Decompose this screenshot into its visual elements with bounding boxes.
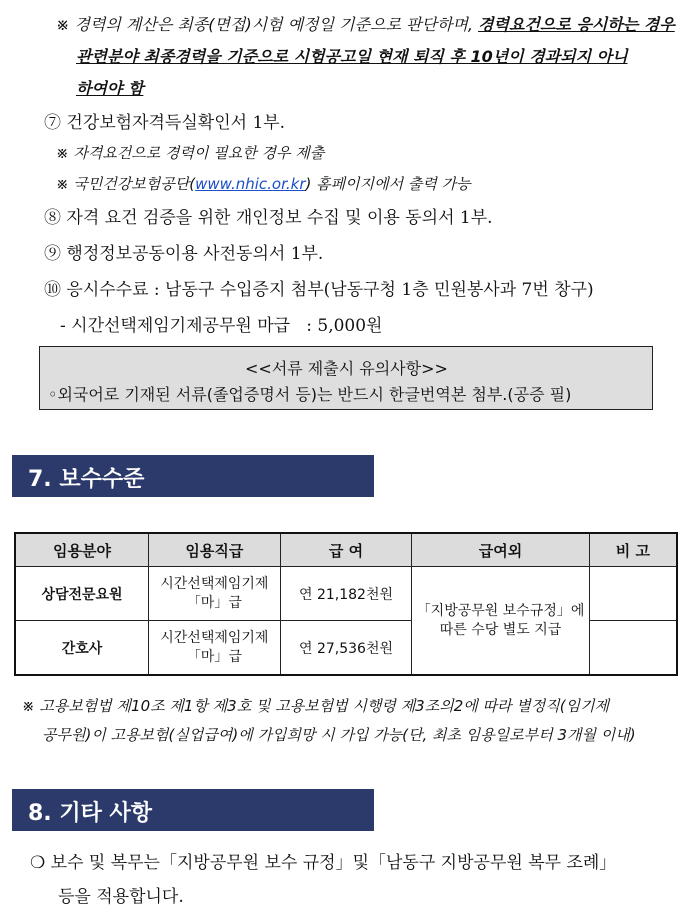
pay-table-header-row xyxy=(15,533,677,567)
insurance-note-line1: ※ 고용보험법 제10조 제1항 제3호 및 고용보험법 시행령 제3조의2에 따라 별정직(임기제 xyxy=(22,697,610,715)
header-extra: 급여외 xyxy=(412,533,589,567)
field-cell: 상담전문요원 xyxy=(15,567,149,621)
item-8: ⑧ 자격 요건 검증을 위한 개인정보 수집 및 이용 동의서 1부. xyxy=(44,208,493,228)
section-7-header xyxy=(12,455,374,497)
header-field: 임용분야 xyxy=(15,533,149,567)
insurance-note-line2: 공무원)이 고용보험(실업급여)에 가입희망 시 가입 가능(단, 최초 임용일로부터 3개월 이내) xyxy=(42,726,636,744)
extra-cell xyxy=(412,567,589,676)
header-salary: 급 여 xyxy=(280,533,412,567)
header-grade: 임용직급 xyxy=(149,533,281,567)
career-note-line3: 하여야 함 xyxy=(76,79,144,98)
career-note-emphasis: 경력요건으로 응시하는 경우 xyxy=(478,15,675,34)
grade-line-1: 시간선택제임기제 xyxy=(160,575,269,592)
extra-line-1: 「지방공무원 보수규정」에 xyxy=(416,602,585,619)
grade-cell xyxy=(149,567,281,621)
salary-cell: 연 21,182천원 xyxy=(280,567,412,621)
item-9: ⑨ 행정정보공동이용 사전동의서 1부. xyxy=(44,244,324,264)
grade-line-1: 시간선택제임기제 xyxy=(160,629,269,646)
extra-line-2: 따른 수당 별도 지급 xyxy=(439,621,562,638)
grade-cell xyxy=(149,621,281,676)
notice-title: <<서류 제출시 유의사항>> xyxy=(245,359,448,378)
item-7-note-2-prefix: ※ 국민건강보험공단( xyxy=(56,175,196,193)
item-7-note-2-suffix: ) 홈페이지에서 출력 가능 xyxy=(305,175,471,193)
other-line1: ❍ 보수 및 복무는「지방공무원 보수 규정」및「남동구 지방공무원 복무 조례」 xyxy=(30,853,617,873)
grade-line-2: 「마」급 xyxy=(186,594,242,611)
section-8-header xyxy=(12,789,374,831)
remark-cell xyxy=(589,567,677,621)
career-note-text: ※ 경력의 계산은 최종(면접)시험 예정일 기준으로 판단하며, xyxy=(56,15,479,34)
pay-table xyxy=(14,532,678,676)
item-7-note-1: ※ 자격요건으로 경력이 필요한 경우 제출 xyxy=(56,144,325,162)
section-7-title: 7. 보수수준 xyxy=(28,467,145,492)
item-7-note-2 xyxy=(56,173,471,194)
salary-cell: 연 27,536천원 xyxy=(280,621,412,676)
header-remark: 비 고 xyxy=(589,533,677,567)
table-row xyxy=(15,567,677,621)
section-8-title: 8. 기타 사항 xyxy=(28,801,152,826)
notice-body: ◦외국어로 기재된 서류(졸업증명서 등)는 반드시 한글번역본 첨부.(공증 필) xyxy=(48,385,572,404)
remark-cell xyxy=(589,621,677,676)
career-note-line1 xyxy=(56,12,675,35)
notice-box xyxy=(39,346,653,410)
other-line2: 등을 적용합니다. xyxy=(58,887,184,907)
nhic-link[interactable]: www.nhic.or.kr xyxy=(195,175,306,193)
field-cell: 간호사 xyxy=(15,621,149,676)
item-7: ⑦ 건강보험자격득실확인서 1부. xyxy=(44,113,286,133)
fee-line: - 시간선택제임기제공무원 마급 : 5,000원 xyxy=(60,316,383,336)
item-10: ⑩ 응시수수료 : 남동구 수입증지 첨부(남동구청 1층 민원봉사과 7번 창구) xyxy=(44,280,594,300)
career-note-line2: 관련분야 최종경력을 기준으로 시험공고일 현재 퇴직 후 10년이 경과되지 아니 xyxy=(76,47,628,66)
grade-line-2: 「마」급 xyxy=(186,648,242,665)
